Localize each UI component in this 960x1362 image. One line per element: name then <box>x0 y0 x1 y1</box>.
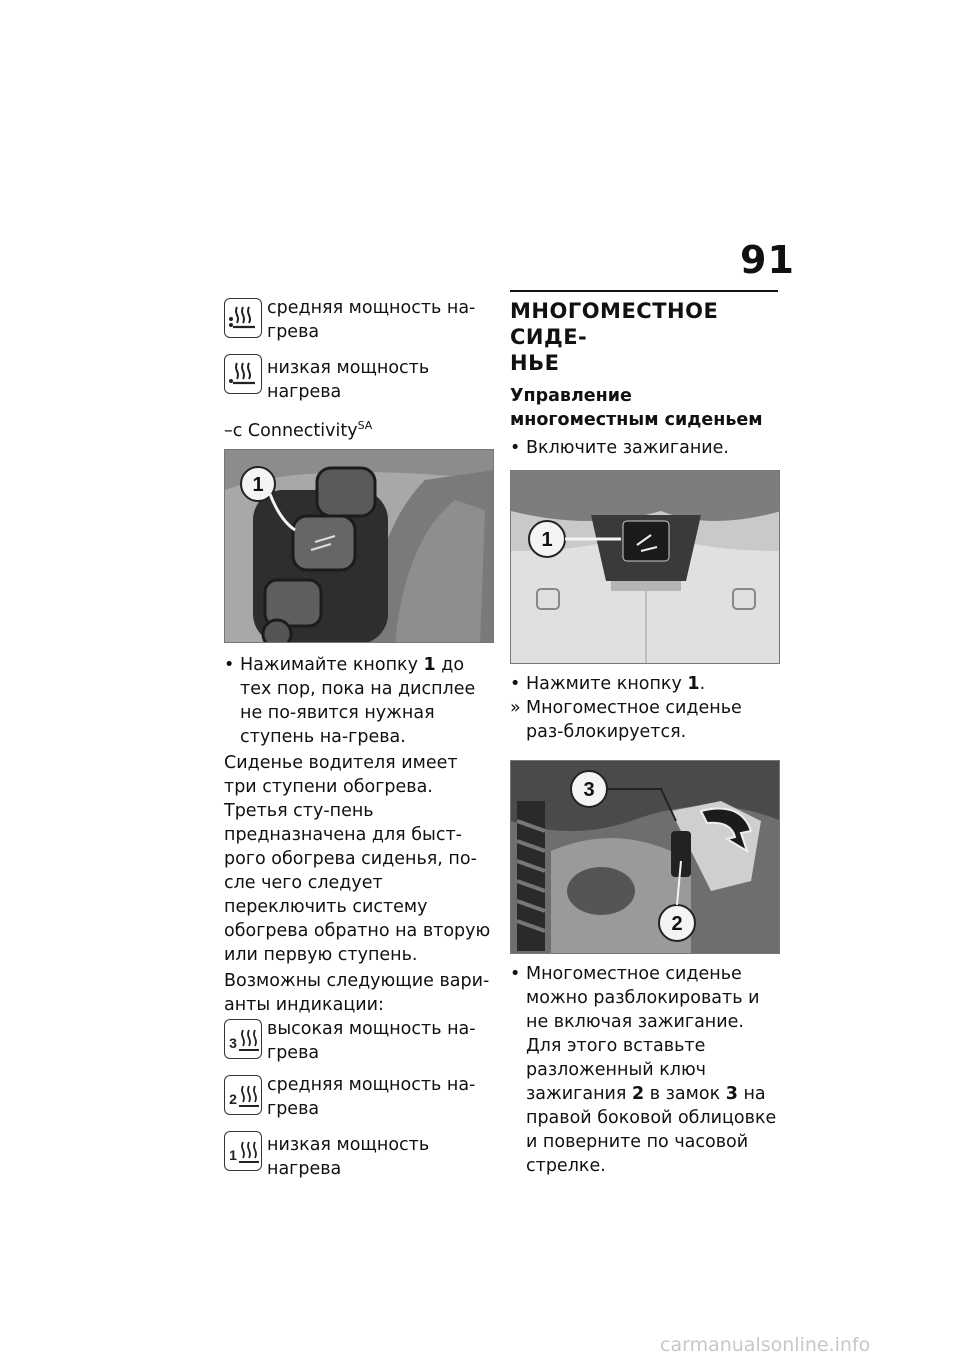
bullet-press-seat-button <box>510 672 778 696</box>
photo1-callout: 1 <box>252 473 264 496</box>
bullet-key-text <box>526 962 778 1178</box>
press-bold: 1 <box>687 674 700 694</box>
icon-text-low: низкая мощность нагрева <box>267 358 430 402</box>
level-row-1 <box>224 1129 492 1181</box>
page-number: 91 <box>740 238 795 282</box>
connectivity-text: –с Connectivity <box>224 420 358 441</box>
result-line <box>510 696 778 744</box>
photo2-callout: 1 <box>541 529 553 551</box>
result-mark: » <box>510 698 521 718</box>
key-bold-3: 3 <box>725 1084 738 1104</box>
level-row-2 <box>224 1073 492 1121</box>
heating-description: Сиденье водителя имеет три ступени обогрева. Третья сту-пень предназначена для быст-рого обогрева сиденья, по-сле чего следует переключить систему обогрева обратно на вторую или первую ступень. <box>224 752 491 965</box>
seat-heat-medium-icon <box>224 298 262 338</box>
bullet-press-text <box>240 653 492 749</box>
bullet-dot: • <box>510 674 521 694</box>
result-text: Многоместное сиденье раз-блокируется. <box>526 698 742 742</box>
bullet-ignition <box>510 436 778 460</box>
right-column <box>510 290 778 1178</box>
seat-lock-photo <box>510 760 780 954</box>
bullet-dot: • <box>510 964 521 984</box>
photo3-callout-2: 2 <box>671 913 683 935</box>
key-pre: Многоместное сиденье можно разблокировать и не включая зажигание. Для этого вставьте разложенный ключ зажигания <box>526 964 760 1104</box>
icon-row-medium <box>224 296 492 344</box>
bullet-dot: • <box>224 654 235 675</box>
press-post: . <box>699 674 706 694</box>
connectivity-sup: SA <box>357 419 373 432</box>
bullet-key-unlock <box>510 962 778 1178</box>
level-row-3 <box>224 1017 492 1065</box>
seat-heat-level-3-icon <box>224 1019 262 1059</box>
level-1-text: низкая мощность нагрева <box>267 1134 430 1179</box>
sub-title: Управление многоместным сиденьем <box>510 386 763 430</box>
level-2-number: 2 <box>229 1090 237 1107</box>
bullet-press-button <box>224 653 492 749</box>
seat-button-photo <box>510 470 780 664</box>
bullet-press-seat-text <box>526 672 778 696</box>
connectivity-label <box>224 414 492 443</box>
key-bold-2: 2 <box>632 1084 645 1104</box>
bullet-press-bold: 1 <box>423 654 436 675</box>
level-2-text: средняя мощность на- грева <box>267 1074 476 1119</box>
level-1-number: 1 <box>229 1146 237 1163</box>
bullet-press-pre: Нажимайте кнопку <box>240 654 424 675</box>
bullet-press-post: до тех пор, пока на дисплее не по-явится нужная ступень на-грева. <box>240 654 476 747</box>
bullet-ignition-text: Включите зажигание. <box>526 438 729 458</box>
seat-heat-level-2-icon <box>224 1075 262 1115</box>
level-3-text: высокая мощность на- грева <box>267 1018 476 1063</box>
photo3-callout-3: 3 <box>583 779 595 801</box>
bullet-dot: • <box>510 438 521 458</box>
section-title: МНОГОМЕСТНОЕ СИДЕ- НЬЕ <box>510 290 778 376</box>
key-mid: в замок <box>644 1084 726 1104</box>
seat-heat-low-icon <box>224 354 262 394</box>
watermark-footer: carmanualsonline.info <box>660 1334 871 1356</box>
handlebar-button-photo <box>224 449 494 643</box>
left-column <box>224 296 492 1189</box>
indication-intro: Возможны следующие вари-анты индикации: <box>224 970 490 1015</box>
icon-row-low <box>224 352 492 404</box>
level-3-number: 3 <box>229 1034 237 1051</box>
press-pre: Нажмите кнопку <box>526 674 688 694</box>
seat-heat-level-1-icon <box>224 1131 262 1171</box>
icon-text-medium: средняя мощность на- грева <box>267 298 476 342</box>
key-post: на правой боковой облицовке и поверните по часовой стрелке. <box>526 1084 777 1176</box>
